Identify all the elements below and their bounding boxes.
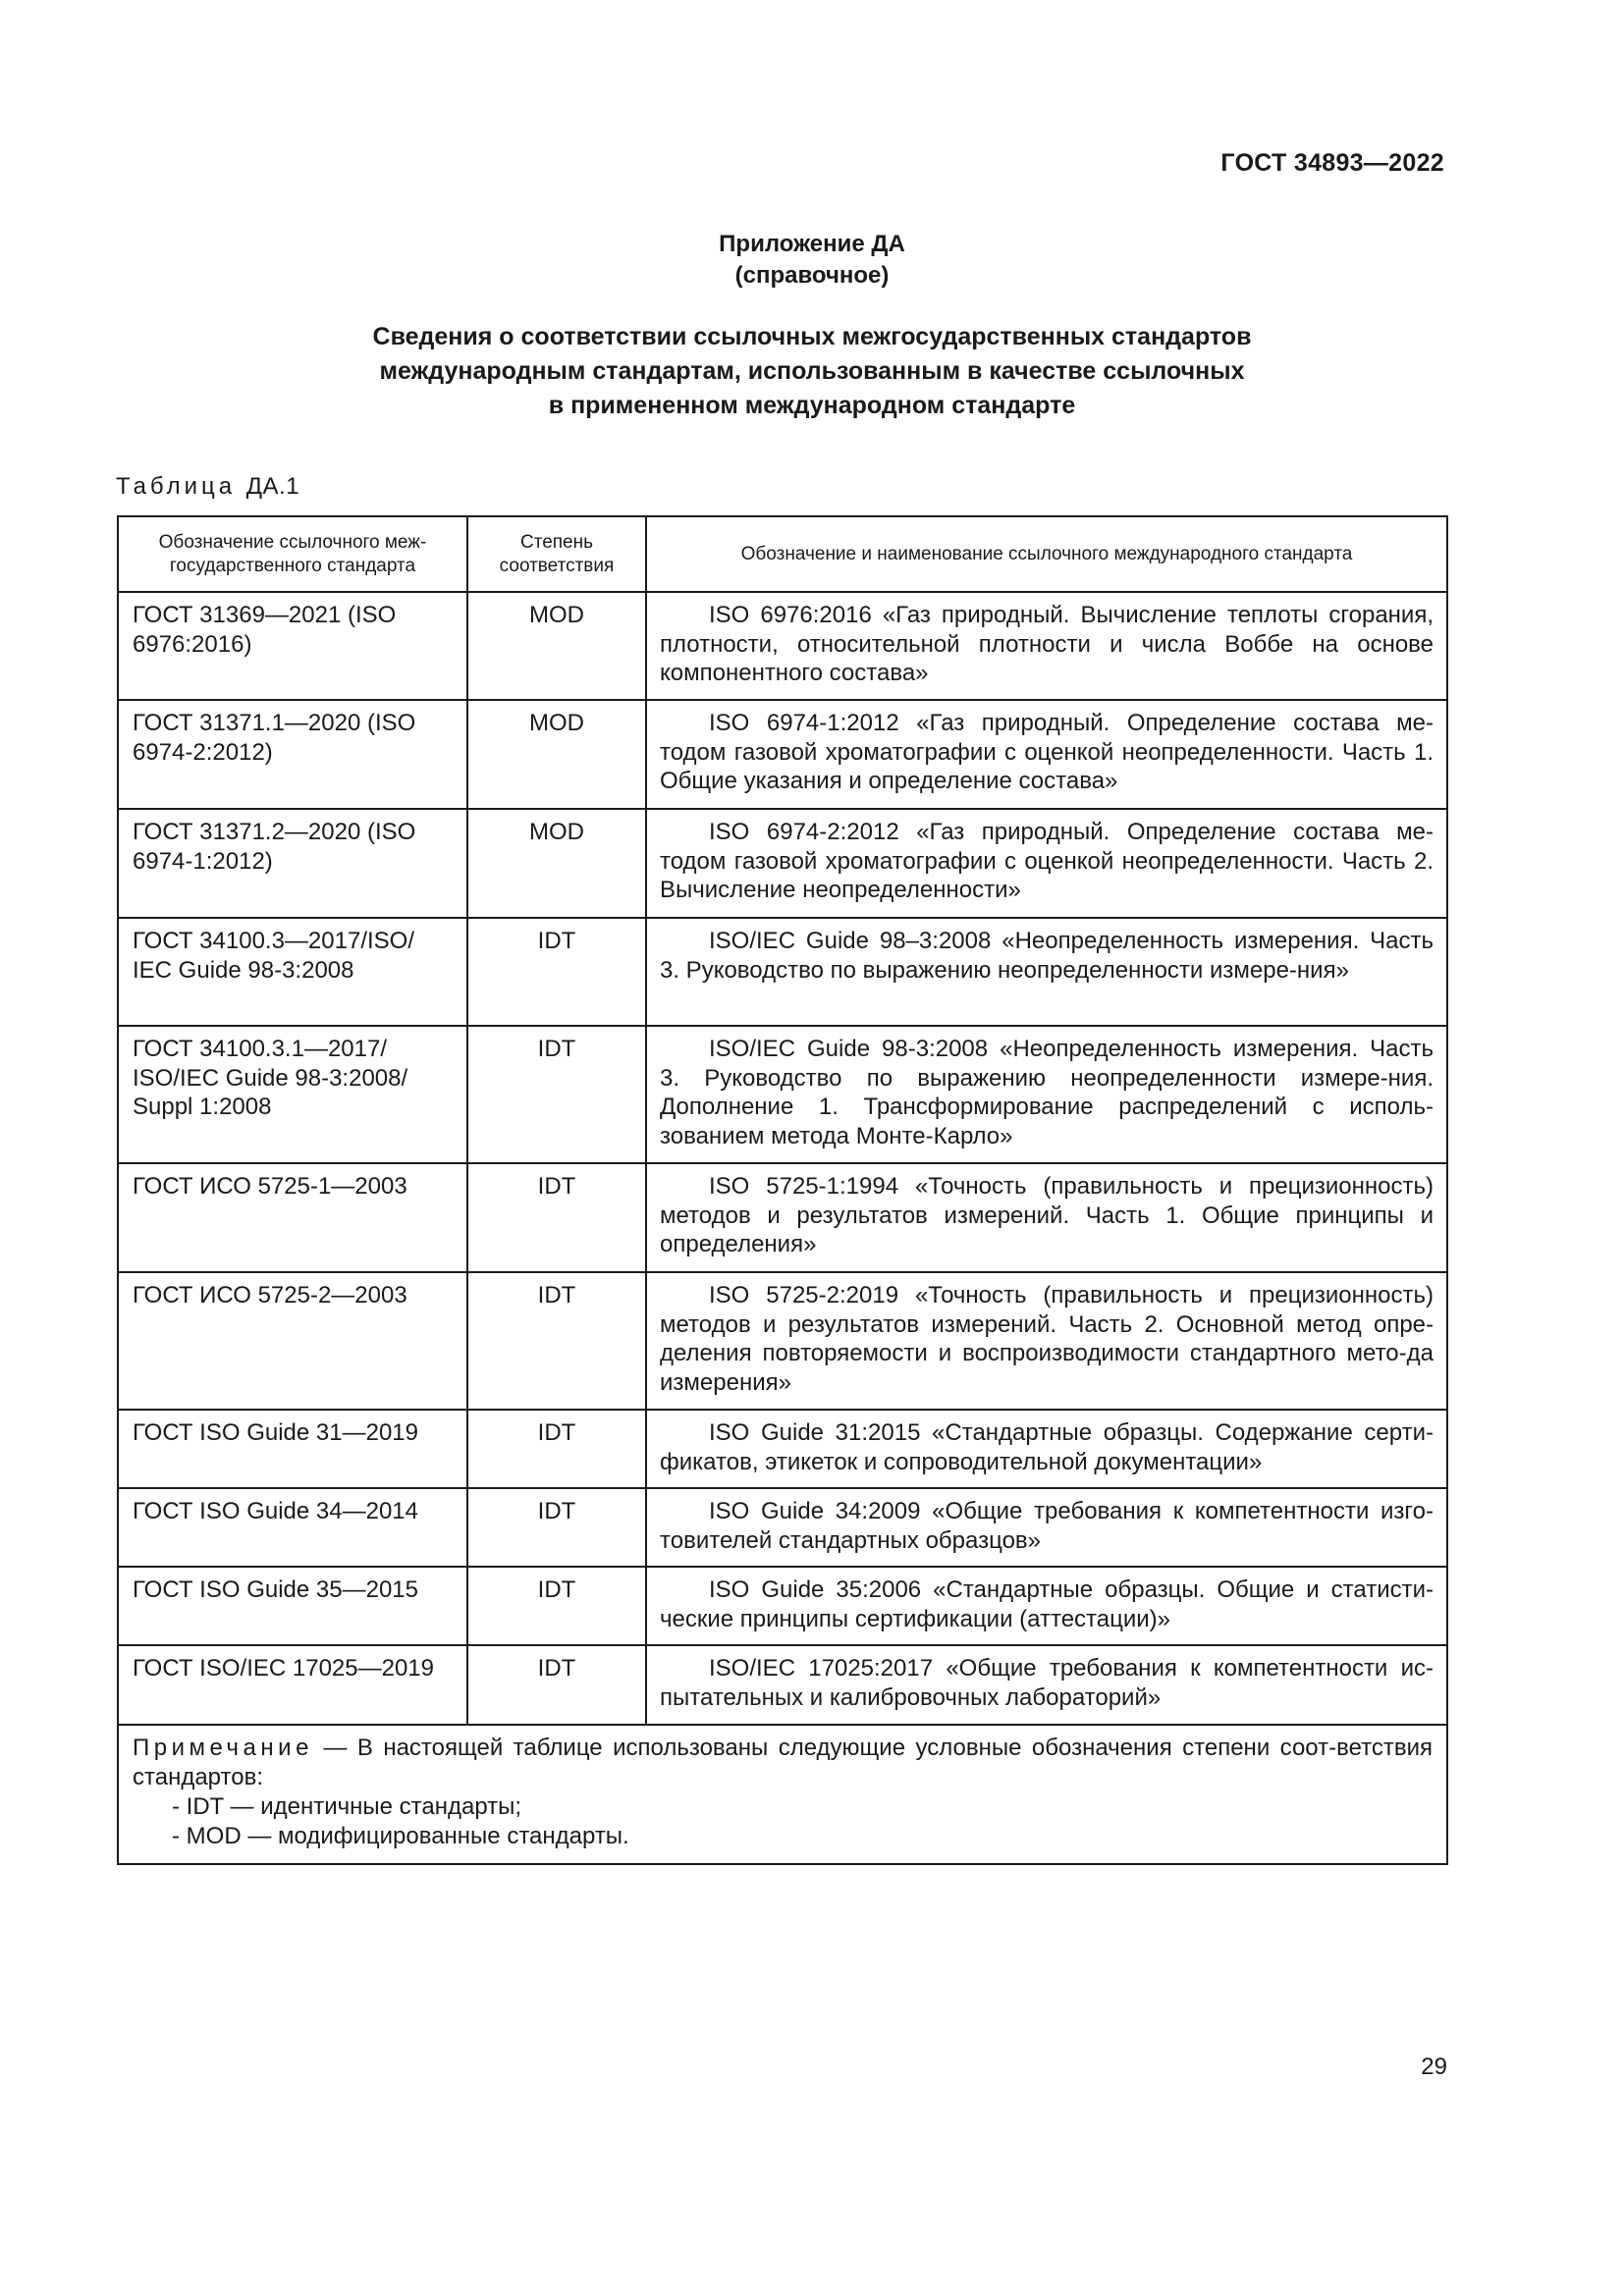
- cell-degree: IDT: [467, 1488, 646, 1567]
- cell-international: ISO Guide 34:2009 «Общие требования к компетентности изго-товителей стандартных образцов»: [646, 1488, 1447, 1567]
- table-row: [118, 1410, 1447, 1488]
- note-item: - MOD — модифицированные стандарты.: [172, 1823, 629, 1849]
- table-row: [118, 592, 1447, 700]
- table-row: [118, 1026, 1447, 1163]
- cell-international: ISO Guide 35:2006 «Стандартные образцы. Общие и статисти-ческие принципы сертификации (аттестации)»: [646, 1567, 1447, 1645]
- cell-gost: ГОСТ 34100.3—2017/ISO/ IEC Guide 98-3:2008: [118, 918, 467, 1026]
- table-caption: [116, 473, 299, 501]
- table-caption-label: Таблица: [116, 473, 237, 500]
- page-number: 29: [1421, 2054, 1447, 2080]
- cell-gost: ГОСТ 31371.1—2020 (ISO 6974-2:2012): [118, 700, 467, 809]
- table-note: [118, 1725, 1447, 1864]
- cell-international: ISO/IEC Guide 98–3:2008 «Неопределенность измерения. Часть 3. Руководство по выражению неопределенности измере-ния»: [646, 918, 1447, 1026]
- cell-international: ISO 6976:2016 «Газ природный. Вычисление теплоты сгорания, плотности, относительной плотности и числа Воббе на основе компонентного состава»: [646, 592, 1447, 700]
- cell-gost: ГОСТ ISO Guide 35—2015: [118, 1567, 467, 1645]
- cell-degree: IDT: [467, 1567, 646, 1645]
- cell-international: ISO 5725-2:2019 «Точность (правильность и прецизионность) методов и результатов измерений. Часть 2. Основной метод опре-деления повторяемости и воспроизводимости стандартного мето-да измерения»: [646, 1272, 1447, 1410]
- cell-gost: ГОСТ ISO Guide 31—2019: [118, 1410, 467, 1488]
- table-row: [118, 809, 1447, 918]
- table-row: [118, 1567, 1447, 1645]
- table-note-row: [118, 1725, 1447, 1864]
- cell-international: ISO/IEC Guide 98-3:2008 «Неопределенность измерения. Часть 3. Руководство по выражению неопределенности измере-ния. Дополнение 1. Трансформирование распределений с исполь-зованием метода Монте-Карло»: [646, 1026, 1447, 1163]
- table-row: [118, 1163, 1447, 1272]
- appendix-heading: [0, 229, 1624, 292]
- cell-degree: IDT: [467, 1645, 646, 1725]
- cell-gost: ГОСТ ИСО 5725-2—2003: [118, 1272, 467, 1410]
- note-text: — В настоящей таблице использованы следующие условные обозначения степени соот-ветствия стандартов:: [133, 1735, 1434, 1790]
- cell-international: ISO 6974-2:2012 «Газ природный. Определение состава ме-тодом газовой хроматографии с оценкой неопределенности. Часть 2. Вычисление неопределенности»: [646, 809, 1447, 918]
- cell-gost: ГОСТ 31371.2—2020 (ISO 6974-1:2012): [118, 809, 467, 918]
- section-title-line: международным стандартам, использованным в качестве ссылочных: [379, 357, 1245, 385]
- table-row: [118, 918, 1447, 1026]
- cell-degree: IDT: [467, 1410, 646, 1488]
- cell-degree: MOD: [467, 592, 646, 700]
- document-code: ГОСТ 34893—2022: [1220, 149, 1444, 177]
- cell-degree: IDT: [467, 1163, 646, 1272]
- cell-international: ISO/IEC 17025:2017 «Общие требования к компетентности ис-пытательных и калибровочных лабораторий»: [646, 1645, 1447, 1725]
- appendix-title: Приложение ДА: [719, 231, 905, 257]
- cell-gost: ГОСТ ИСО 5725-1—2003: [118, 1163, 467, 1272]
- section-title: [0, 320, 1624, 423]
- table-row: [118, 1645, 1447, 1725]
- note-item: - IDT — идентичные стандарты;: [172, 1793, 522, 1820]
- header-international-standard: Обозначение и наименование ссылочного международного стандарта: [646, 516, 1447, 592]
- appendix-subtitle: (справочное): [734, 262, 890, 289]
- header-degree-of-conformity: Степень соответствия: [467, 516, 646, 592]
- cell-international: ISO 6974-1:2012 «Газ природный. Определение состава ме-тодом газовой хроматографии с оценкой неопределенности. Часть 1. Общие указания и определение состава»: [646, 700, 1447, 809]
- section-title-line: в примененном международном стандарте: [548, 392, 1076, 419]
- cell-degree: IDT: [467, 1026, 646, 1163]
- cell-international: ISO 5725-1:1994 «Точность (правильность и прецизионность) методов и результатов измерений. Часть 1. Общие принципы и определения»: [646, 1163, 1447, 1272]
- table-row: [118, 1488, 1447, 1567]
- table-row: [118, 700, 1447, 809]
- note-paragraph: [133, 1734, 1433, 1792]
- standards-table: [117, 515, 1448, 1865]
- cell-international: ISO Guide 31:2015 «Стандартные образцы. Содержание серти-фикатов, этикеток и сопроводительной документации»: [646, 1410, 1447, 1488]
- cell-gost: ГОСТ ISO Guide 34—2014: [118, 1488, 467, 1567]
- cell-gost: ГОСТ 31369—2021 (ISO 6976:2016): [118, 592, 467, 700]
- table-row: [118, 1272, 1447, 1410]
- section-title-line: Сведения о соответствии ссылочных межгосударственных стандартов: [372, 323, 1252, 350]
- note-label: Примечание: [133, 1735, 313, 1761]
- cell-degree: IDT: [467, 1272, 646, 1410]
- table-header-row: [118, 516, 1447, 592]
- header-gost-designation: Обозначение ссылочного меж-государственного стандарта: [118, 516, 467, 592]
- cell-degree: MOD: [467, 700, 646, 809]
- cell-degree: IDT: [467, 918, 646, 1026]
- cell-gost: ГОСТ ISO/IEC 17025—2019: [118, 1645, 467, 1725]
- cell-gost: ГОСТ 34100.3.1—2017/ ISO/IEC Guide 98-3:2008/ Suppl 1:2008: [118, 1026, 467, 1163]
- table-caption-number: ДА.1: [245, 473, 300, 500]
- cell-degree: MOD: [467, 809, 646, 918]
